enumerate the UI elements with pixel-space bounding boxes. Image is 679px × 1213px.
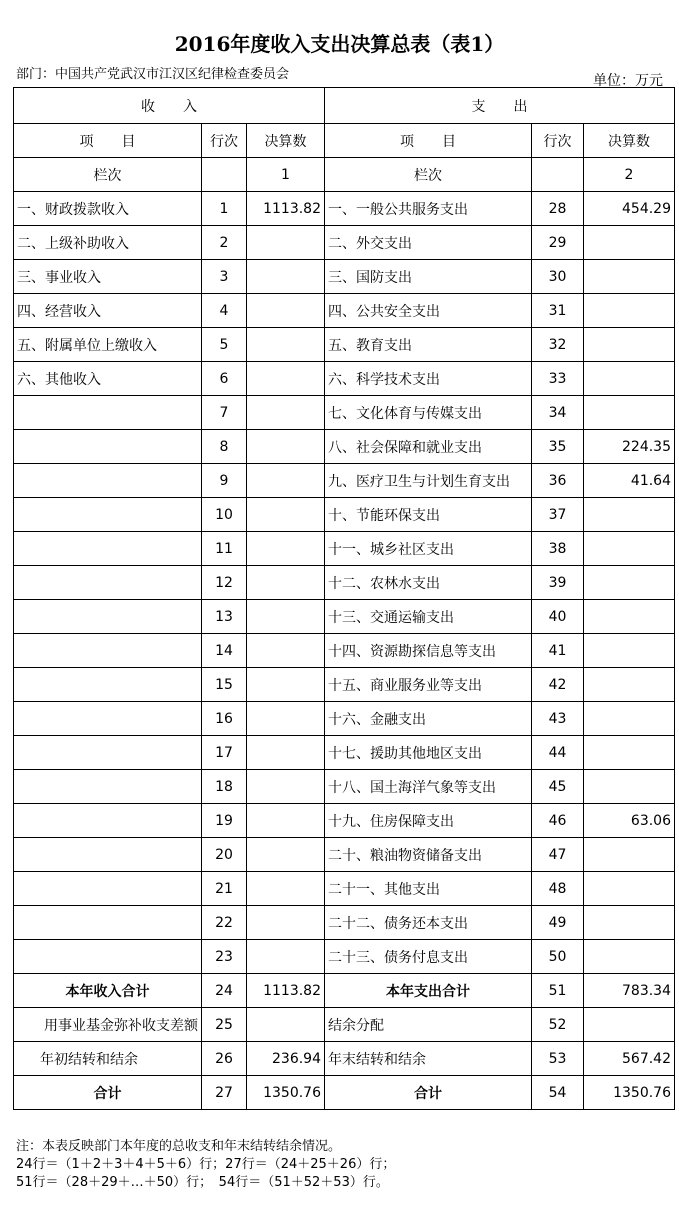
notes bbox=[16, 1138, 395, 1192]
expense-item: 二、外交支出 bbox=[325, 226, 532, 260]
table-row bbox=[14, 940, 675, 974]
summary-expense-row-no: 53 bbox=[532, 1042, 584, 1076]
expense-item: 三、国防支出 bbox=[325, 260, 532, 294]
summary-expense-item: 年末结转和结余 bbox=[325, 1042, 532, 1076]
income-item bbox=[14, 940, 202, 974]
income-item bbox=[14, 430, 202, 464]
expense-amount bbox=[584, 872, 675, 906]
income-amount bbox=[247, 498, 325, 532]
table-row bbox=[14, 566, 675, 600]
income-item bbox=[14, 634, 202, 668]
expense-column-blank bbox=[532, 158, 584, 192]
income-amount bbox=[247, 226, 325, 260]
table-row bbox=[14, 906, 675, 940]
expense-column-label: 栏次 bbox=[325, 158, 532, 192]
summary-income-amount bbox=[247, 1008, 325, 1042]
expense-item: 十九、住房保障支出 bbox=[325, 804, 532, 838]
income-row-no: 12 bbox=[202, 566, 247, 600]
table-row bbox=[14, 226, 675, 260]
expense-amount bbox=[584, 498, 675, 532]
income-amount bbox=[247, 362, 325, 396]
income-item bbox=[14, 702, 202, 736]
income-row-no: 6 bbox=[202, 362, 247, 396]
summary-row bbox=[14, 974, 675, 1008]
expense-row-no: 43 bbox=[532, 702, 584, 736]
summary-expense-item: 结余分配 bbox=[325, 1008, 532, 1042]
table-row bbox=[14, 464, 675, 498]
income-item bbox=[14, 566, 202, 600]
expense-row-no: 32 bbox=[532, 328, 584, 362]
expense-item: 十六、金融支出 bbox=[325, 702, 532, 736]
income-item bbox=[14, 464, 202, 498]
income-amount bbox=[247, 668, 325, 702]
income-item bbox=[14, 532, 202, 566]
expense-amount: 41.64 bbox=[584, 464, 675, 498]
expense-item: 七、文化体育与传媒支出 bbox=[325, 396, 532, 430]
table-row bbox=[14, 532, 675, 566]
summary-expense-amount: 567.42 bbox=[584, 1042, 675, 1076]
summary-income-amount: 1113.82 bbox=[247, 974, 325, 1008]
income-row-no: 18 bbox=[202, 770, 247, 804]
expense-item: 十七、援助其他地区支出 bbox=[325, 736, 532, 770]
income-item: 二、上级补助收入 bbox=[14, 226, 202, 260]
table-row bbox=[14, 192, 675, 226]
expense-amount bbox=[584, 328, 675, 362]
expense-row-no: 33 bbox=[532, 362, 584, 396]
expense-row-no: 40 bbox=[532, 600, 584, 634]
expense-item: 二十三、债务付息支出 bbox=[325, 940, 532, 974]
table-row bbox=[14, 430, 675, 464]
expense-row-no: 42 bbox=[532, 668, 584, 702]
expense-amount bbox=[584, 600, 675, 634]
budget-table bbox=[13, 87, 675, 1110]
income-item bbox=[14, 600, 202, 634]
income-row-no: 22 bbox=[202, 906, 247, 940]
income-row-no: 1 bbox=[202, 192, 247, 226]
summary-income-item: 用事业基金弥补收支差额 bbox=[14, 1008, 202, 1042]
table-row bbox=[14, 328, 675, 362]
income-amount bbox=[247, 430, 325, 464]
expense-item: 十八、国土海洋气象等支出 bbox=[325, 770, 532, 804]
expense-item: 二十、粮油物资储备支出 bbox=[325, 838, 532, 872]
income-amount bbox=[247, 532, 325, 566]
expense-row-no: 41 bbox=[532, 634, 584, 668]
expense-item: 四、公共安全支出 bbox=[325, 294, 532, 328]
table-row bbox=[14, 634, 675, 668]
note-line: 24行＝（1＋2＋3＋4＋5＋6）行；27行＝（24＋25＋26）行； bbox=[16, 1157, 396, 1172]
summary-row bbox=[14, 1008, 675, 1042]
summary-income-item: 合计 bbox=[14, 1076, 202, 1110]
summary-expense-row-no: 52 bbox=[532, 1008, 584, 1042]
expense-item: 十二、农林水支出 bbox=[325, 566, 532, 600]
income-row-no: 19 bbox=[202, 804, 247, 838]
expense-amount bbox=[584, 838, 675, 872]
expense-amount bbox=[584, 532, 675, 566]
expense-row-no: 36 bbox=[532, 464, 584, 498]
expense-item: 十一、城乡社区支出 bbox=[325, 532, 532, 566]
summary-income-row-no: 25 bbox=[202, 1008, 247, 1042]
expense-item: 十四、资源勘探信息等支出 bbox=[325, 634, 532, 668]
expense-amount bbox=[584, 260, 675, 294]
income-amount bbox=[247, 838, 325, 872]
expense-row-no: 31 bbox=[532, 294, 584, 328]
income-amount bbox=[247, 600, 325, 634]
expense-row-no: 48 bbox=[532, 872, 584, 906]
summary-income-amount: 1350.76 bbox=[247, 1076, 325, 1110]
income-rowno-header: 行次 bbox=[202, 124, 247, 158]
expense-item: 十、节能环保支出 bbox=[325, 498, 532, 532]
expense-amount bbox=[584, 566, 675, 600]
table-row bbox=[14, 498, 675, 532]
income-row-no: 23 bbox=[202, 940, 247, 974]
table-body bbox=[14, 88, 675, 1110]
expense-row-no: 38 bbox=[532, 532, 584, 566]
summary-expense-item: 本年支出合计 bbox=[325, 974, 532, 1008]
summary-income-row-no: 27 bbox=[202, 1076, 247, 1110]
expense-row-no: 35 bbox=[532, 430, 584, 464]
income-row-no: 10 bbox=[202, 498, 247, 532]
income-amount bbox=[247, 328, 325, 362]
income-amount bbox=[247, 940, 325, 974]
summary-expense-row-no: 51 bbox=[532, 974, 584, 1008]
income-row-no: 9 bbox=[202, 464, 247, 498]
income-row-no: 8 bbox=[202, 430, 247, 464]
expense-amount bbox=[584, 702, 675, 736]
income-item bbox=[14, 498, 202, 532]
expense-item: 一、一般公共服务支出 bbox=[325, 192, 532, 226]
income-amount-header: 决算数 bbox=[247, 124, 325, 158]
summary-expense-amount: 1350.76 bbox=[584, 1076, 675, 1110]
expense-amount: 224.35 bbox=[584, 430, 675, 464]
expense-item: 二十一、其他支出 bbox=[325, 872, 532, 906]
table-row bbox=[14, 362, 675, 396]
table-row bbox=[14, 736, 675, 770]
summary-income-row-no: 26 bbox=[202, 1042, 247, 1076]
income-amount bbox=[247, 872, 325, 906]
income-row-no: 16 bbox=[202, 702, 247, 736]
income-amount: 1113.82 bbox=[247, 192, 325, 226]
expense-row-no: 46 bbox=[532, 804, 584, 838]
expense-header: 支 出 bbox=[325, 88, 675, 124]
expense-amount bbox=[584, 396, 675, 430]
income-amount bbox=[247, 906, 325, 940]
expense-amount-header: 决算数 bbox=[584, 124, 675, 158]
income-item bbox=[14, 872, 202, 906]
expense-amount bbox=[584, 940, 675, 974]
income-amount bbox=[247, 396, 325, 430]
table-row bbox=[14, 872, 675, 906]
income-row-no: 17 bbox=[202, 736, 247, 770]
income-row-no: 11 bbox=[202, 532, 247, 566]
income-item: 五、附属单位上缴收入 bbox=[14, 328, 202, 362]
table-row bbox=[14, 260, 675, 294]
expense-rowno-header: 行次 bbox=[532, 124, 584, 158]
section-header-row bbox=[14, 88, 675, 124]
expense-amount bbox=[584, 226, 675, 260]
expense-row-no: 47 bbox=[532, 838, 584, 872]
expense-item: 十三、交通运输支出 bbox=[325, 600, 532, 634]
expense-item: 二十二、债务还本支出 bbox=[325, 906, 532, 940]
unit-label: 单位：万元 bbox=[593, 73, 663, 89]
income-row-no: 21 bbox=[202, 872, 247, 906]
income-column-blank bbox=[202, 158, 247, 192]
summary-expense-item: 合计 bbox=[325, 1076, 532, 1110]
summary-expense-amount: 783.34 bbox=[584, 974, 675, 1008]
summary-row bbox=[14, 1042, 675, 1076]
income-item: 四、经营收入 bbox=[14, 294, 202, 328]
expense-item: 九、医疗卫生与计划生育支出 bbox=[325, 464, 532, 498]
expense-amount: 63.06 bbox=[584, 804, 675, 838]
expense-amount bbox=[584, 906, 675, 940]
income-row-no: 5 bbox=[202, 328, 247, 362]
expense-row-no: 34 bbox=[532, 396, 584, 430]
income-item bbox=[14, 906, 202, 940]
column-index-row bbox=[14, 158, 675, 192]
income-amount bbox=[247, 260, 325, 294]
income-amount bbox=[247, 566, 325, 600]
income-item bbox=[14, 838, 202, 872]
income-amount bbox=[247, 634, 325, 668]
note-line: 51行＝（28＋29＋…＋50）行； 54行＝（51＋52＋53）行。 bbox=[16, 1175, 389, 1190]
expense-row-no: 30 bbox=[532, 260, 584, 294]
income-item: 六、其他收入 bbox=[14, 362, 202, 396]
income-amount bbox=[247, 464, 325, 498]
table-row bbox=[14, 838, 675, 872]
expense-row-no: 50 bbox=[532, 940, 584, 974]
income-item: 三、事业收入 bbox=[14, 260, 202, 294]
table-row bbox=[14, 668, 675, 702]
income-column-label: 栏次 bbox=[14, 158, 202, 192]
table-row bbox=[14, 396, 675, 430]
income-item-header: 项 目 bbox=[14, 124, 202, 158]
income-row-no: 13 bbox=[202, 600, 247, 634]
expense-row-no: 29 bbox=[532, 226, 584, 260]
expense-item: 十五、商业服务业等支出 bbox=[325, 668, 532, 702]
expense-item: 八、社会保障和就业支出 bbox=[325, 430, 532, 464]
summary-expense-amount bbox=[584, 1008, 675, 1042]
income-row-no: 20 bbox=[202, 838, 247, 872]
income-row-no: 2 bbox=[202, 226, 247, 260]
income-row-no: 4 bbox=[202, 294, 247, 328]
summary-income-item: 本年收入合计 bbox=[14, 974, 202, 1008]
page-title: 2016年度收入支出决算总表（表1） bbox=[174, 32, 505, 56]
income-amount bbox=[247, 294, 325, 328]
expense-item-header: 项 目 bbox=[325, 124, 532, 158]
expense-column-index: 2 bbox=[584, 158, 675, 192]
income-amount bbox=[247, 702, 325, 736]
column-header-row bbox=[14, 124, 675, 158]
income-amount bbox=[247, 804, 325, 838]
expense-row-no: 44 bbox=[532, 736, 584, 770]
table-row bbox=[14, 294, 675, 328]
income-item bbox=[14, 396, 202, 430]
expense-amount bbox=[584, 634, 675, 668]
summary-income-row-no: 24 bbox=[202, 974, 247, 1008]
table-row bbox=[14, 804, 675, 838]
expense-row-no: 45 bbox=[532, 770, 584, 804]
summary-income-amount: 236.94 bbox=[247, 1042, 325, 1076]
summary-income-item: 年初结转和结余 bbox=[14, 1042, 202, 1076]
income-row-no: 3 bbox=[202, 260, 247, 294]
expense-item: 六、科学技术支出 bbox=[325, 362, 532, 396]
summary-expense-row-no: 54 bbox=[532, 1076, 584, 1110]
expense-row-no: 28 bbox=[532, 192, 584, 226]
income-row-no: 15 bbox=[202, 668, 247, 702]
expense-item: 五、教育支出 bbox=[325, 328, 532, 362]
expense-amount bbox=[584, 294, 675, 328]
income-item: 一、财政拨款收入 bbox=[14, 192, 202, 226]
expense-amount: 454.29 bbox=[584, 192, 675, 226]
summary-row bbox=[14, 1076, 675, 1110]
income-item bbox=[14, 804, 202, 838]
expense-amount bbox=[584, 362, 675, 396]
table-row bbox=[14, 600, 675, 634]
expense-row-no: 37 bbox=[532, 498, 584, 532]
income-row-no: 14 bbox=[202, 634, 247, 668]
income-amount bbox=[247, 736, 325, 770]
expense-amount bbox=[584, 668, 675, 702]
income-column-index: 1 bbox=[247, 158, 325, 192]
table-row bbox=[14, 702, 675, 736]
income-amount bbox=[247, 770, 325, 804]
table-row bbox=[14, 770, 675, 804]
expense-amount bbox=[584, 736, 675, 770]
department-label: 部门：中国共产党武汉市江汉区纪律检查委员会 bbox=[16, 67, 290, 82]
expense-row-no: 49 bbox=[532, 906, 584, 940]
note-line: 注：本表反映部门本年度的总收支和年末结转结余情况。 bbox=[16, 1139, 342, 1154]
income-item bbox=[14, 770, 202, 804]
income-item bbox=[14, 668, 202, 702]
expense-amount bbox=[584, 770, 675, 804]
income-header: 收 入 bbox=[14, 88, 325, 124]
income-row-no: 7 bbox=[202, 396, 247, 430]
income-item bbox=[14, 736, 202, 770]
expense-row-no: 39 bbox=[532, 566, 584, 600]
